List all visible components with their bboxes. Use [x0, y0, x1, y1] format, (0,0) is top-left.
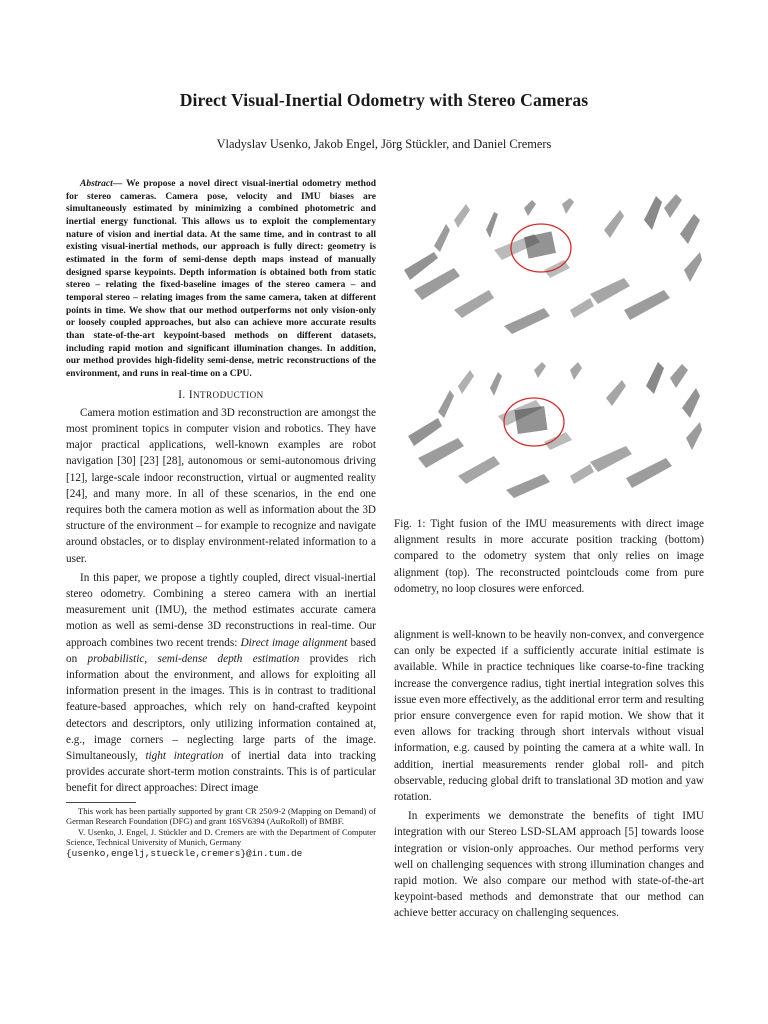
right-paragraph-1: alignment is well-known to be heavily non-convex, and convergence can only be expected if a sufficiently accurate initial estimate is available. While in practice techniques like coarse-to-fine tracking increase the convergence radius, tight inertial integration solves this issue even more effectively, as the additional error term and resulting prior ensure convergence even for rapid motion. We show that it even allows for tracking through short intervals without visual information, e.g. caused by pointing the camera at a white wall. In addition, inertial measurements render global roll- and pitch observable, reducing global drift to translational 3D motion and yaw rotation.	[394, 629, 704, 804]
right-column	[394, 190, 704, 925]
left-column	[66, 178, 376, 859]
paper-authors: Vladyslav Usenko, Jakob Engel, Jörg Stückler, and Daniel Cremers	[216, 137, 552, 151]
intro-p2-emphasis-direct-alignment: Direct image alignment	[240, 636, 348, 649]
section-heading-rest: NTRODUCTION	[192, 389, 264, 400]
abstract-text: We propose a novel direct visual-inertial odometry method for stereo cameras. Camera pose, velocity and IMU biases are simultaneously estimated by minimizing a combined photometric and inertial energy functional. This allows us to exploit the complementary nature of vision and inertial data. At the same time, and in contrast to all existing visual-inertial methods, our approach is fully direct: geometry is estimated in the form of semi-dense depth maps instead of manually designed sparse keypoints. Depth information is obtained both from static stereo – relating the fixed-baseline images of the stereo camera – and temporal stereo – relating images from the same camera, taken at different points in time. We show that our method outperforms not only vision-only or loosely coupled approaches, but also can achieve more accurate results than state-of-the-art keypoint-based methods on different datasets, including rapid motion and significant illumination changes. In addition, our method provides high-fidelity semi-dense, metric reconstructions of the environment, and runs in real-time on a CPU.	[66, 179, 376, 379]
pointcloud-image-top	[394, 190, 704, 340]
section-heading-initial: I	[188, 388, 193, 401]
pointcloud-layer	[404, 194, 702, 334]
right-paragraph-2: In experiments we demonstrate the benefits of tight IMU integration with our Stereo LSD-SLAM approach [5] towards loose integration or vision-only approaches. Our method performs very well on challenging sequences with strong illumination changes and rapid motion. We also compare our method with state-of-the-art keypoint-based methods and demonstrate that our method can achieve better accuracy on challenging sequences.	[394, 810, 704, 920]
intro-p2-emphasis-tight-integration: tight integration	[145, 749, 224, 762]
footnote-affiliation: V. Usenko, J. Engel, J. Stückler and D. Cremers are with the Department of Computer Science, Technical University of Munich, Germany	[66, 826, 376, 848]
abstract-label: Abstract	[80, 179, 113, 189]
abstract	[66, 178, 376, 381]
intro-paragraph-2	[66, 570, 376, 797]
intro-paragraph-1: Camera motion estimation and 3D reconstruction are amongst the most prominent topics in computer vision and robotics. They have major practical applications, well-known examples are robot navigation [30] [23] [28], autonomous or semi-autonomous driving [12], large-scale indoor reconstruction, virtual or augmented reality [24], and many more. In all of these scenarios, in the end one requires both the camera motion as well as information about the 3D structure of the environment – for example to recognize and navigate around obstacles, or to display environment-related information to a user.	[66, 406, 376, 565]
footnote-email: {usenko,engelj,stueckle,cremers}@in.tum.de	[66, 847, 303, 859]
intro-p2-text-c: provides rich information about the environment, and allows for exploiting all information present in the images. This is in contrast to traditional feature-based approaches, which rely on hand-crafted keypoint detectors and descriptors, only utilizing information contained at, e.g., image corners – neglecting large parts of the image. Simultaneously,	[66, 652, 376, 762]
paper-title: Direct Visual-Inertial Odometry with Stereo Cameras	[179, 90, 589, 110]
pointcloud-image-bottom	[394, 358, 704, 508]
footnote-divider	[66, 802, 136, 803]
intro-p2-emphasis-depth-estimation: probabilistic, semi-dense depth estimation	[87, 652, 300, 665]
abstract-separator: —	[112, 179, 127, 189]
intro-p2-text-a: In this paper, we propose a tightly coupled, direct visual-inertial stereo odometry. Combining a stereo camera with an inertial measurement unit (IMU), the method estimates accurate camera motion as well as semi-dense 3D reconstructions in real-time. Our approach combines two recent trends:	[66, 571, 376, 649]
intro-p2-text-b: based on	[66, 636, 376, 665]
section-heading-introduction	[66, 387, 376, 403]
intro-p2-text-d: of inertial data into tracking provides accurate short-term motion constraints. This is of particular benefit for direct approaches: Direct image	[66, 749, 377, 795]
right-body-text	[394, 627, 704, 922]
figure-caption: Fig. 1: Tight fusion of the IMU measurements with direct image alignment results in more accurate position tracking (bottom) compared to the odometry system that only relies on image alignment (top). The reconstructed pointclouds come from pure odometry, no loop closures were enforced.	[394, 518, 704, 595]
pointcloud-layer	[408, 362, 702, 498]
figure-1	[394, 190, 704, 498]
footnote-funding: This work has been partially supported by grant CR 250/9-2 (Mapping on Demand) of German Research Foundation (DFG) and grant 16SV6394 (AuRoRoll) of BMBF.	[66, 805, 376, 827]
section-number: I.	[178, 388, 189, 401]
